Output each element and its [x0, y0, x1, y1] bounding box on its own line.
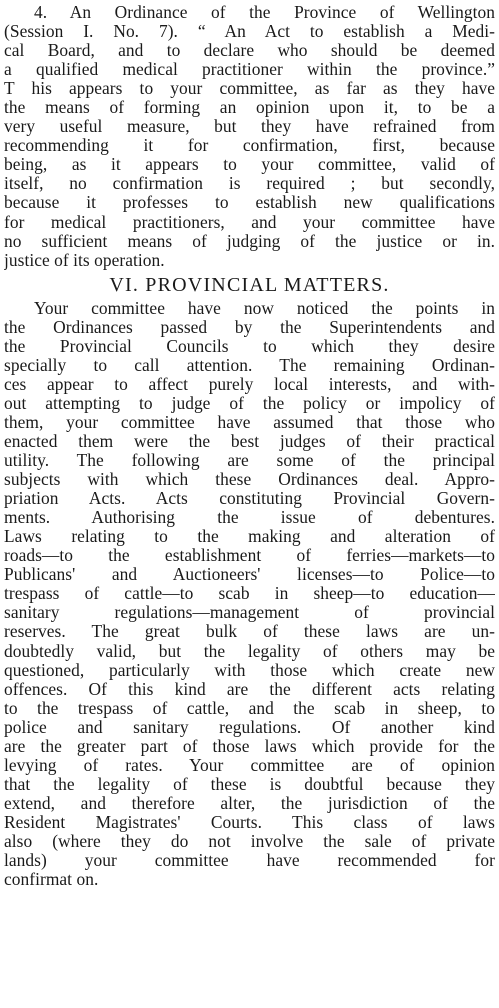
text-line: Publicans' and Auctioneers' licenses—to Police—to [4, 565, 495, 585]
text-line: are the greater part of those laws which provide for the [4, 736, 495, 756]
text-line: police and sanitary regulations. Of another kind [4, 717, 495, 737]
text-line: out attempting to judge of the policy or impolicy of [4, 393, 495, 413]
section-heading: VI. PROVINCIAL MATTERS. [109, 273, 390, 296]
text-line: a qualified medical practitioner within the province.” [4, 60, 495, 80]
text-line: being, as it appears to your committee, valid of [4, 155, 495, 175]
section-4-paragraph [4, 3, 495, 270]
text-line: roads—to the establishment of ferries—markets—to [4, 546, 495, 566]
text-line: trespass of cattle—to scab in sheep—to education— [4, 584, 495, 604]
text-line: priation Acts. Acts constituting Provincial Govern- [4, 489, 495, 509]
text-line: the Provincial Councils to which they desire [4, 336, 495, 356]
text-line: enacted them were the best judges of their practical [4, 431, 495, 451]
text-line: them, your committee have assumed that those who [4, 412, 495, 432]
text-line: specially to call attention. The remaining Ordinan- [4, 355, 495, 375]
text-line: subjects with which these Ordinances deal. Appro- [4, 470, 495, 490]
text-line: offences. Of this kind are the different acts relating [4, 679, 495, 699]
text-line: for medical practitioners, and your committee have [4, 212, 495, 232]
text-line: Resident Magistrates' Courts. This class of laws [4, 812, 495, 832]
text-line: justice of its operation. [4, 250, 165, 270]
text-line: recommending it for confirmation, first, because [4, 136, 495, 156]
text-line: lands) your committee have recommended for [4, 851, 495, 871]
text-line: reserves. The great bulk of these laws are un- [4, 622, 495, 642]
text-line: very useful measure, but they have refrained from [4, 117, 495, 137]
text-line: itself, no confirmation is required ; but secondly, [4, 174, 495, 194]
text-line: because it professes to establish new qualifications [4, 193, 495, 213]
text-line: extend, and therefore alter, the jurisdiction of the [4, 793, 495, 813]
text-line: ments. Authorising the issue of debentures. [4, 508, 495, 528]
text-line: doubtedly valid, but the legality of others may be [4, 641, 495, 661]
text-line: confirmat on. [4, 870, 99, 890]
text-line: questioned, particularly with those which create new [4, 660, 495, 680]
text-line: utility. The following are some of the principal [4, 451, 495, 471]
text-line: sanitary regulations—management of provincial [4, 603, 495, 623]
section-6-paragraph [4, 299, 495, 889]
text-line: also (where they do not involve the sale of private [4, 831, 495, 851]
text-line: ces appear to affect purely local interests, and with- [4, 374, 495, 394]
text-line: T his appears to your committee, as far as they have [4, 79, 495, 99]
text-line: Laws relating to the making and alteration of [4, 527, 495, 547]
text-line: 4. An Ordinance of the Province of Wellington [34, 3, 495, 22]
text-line: (Session I. No. 7). “ An Act to establish a Medi- [4, 22, 495, 42]
text-line: cal Board, and to declare who should be deemed [4, 41, 495, 61]
text-line: to the trespass of cattle, and the scab in sheep, to [4, 698, 495, 718]
text-line: Your committee have now noticed the points in [34, 298, 495, 318]
text-line: no sufficient means of judging of the justice or in. [4, 231, 495, 251]
text-line: the means of forming an opinion upon it, to be a [4, 98, 495, 118]
text-line: that the legality of these is doubtful because they [4, 774, 495, 794]
text-line: the Ordinances passed by the Superintendents and [4, 317, 495, 337]
text-line: levying of rates. Your committee are of opinion [4, 755, 495, 775]
